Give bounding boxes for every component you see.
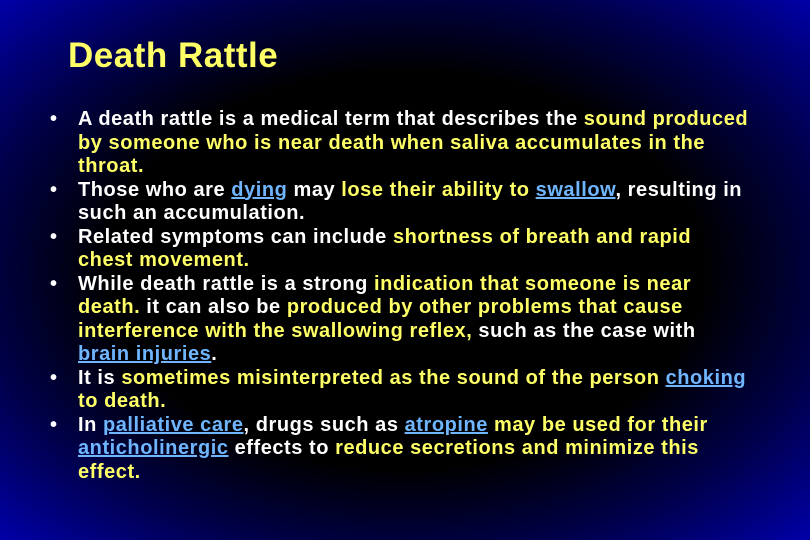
highlighted-text: sound produced by someone who is near death when saliva accumulates in the throat. <box>78 108 749 177</box>
bullet-dot-icon: • <box>50 108 58 130</box>
bullet-item <box>50 179 750 226</box>
highlighted-text: may be used for their <box>487 413 708 436</box>
hyperlink-text[interactable]: choking <box>665 366 747 389</box>
hyperlink-text[interactable]: anticholinergic <box>78 437 229 459</box>
highlighted-text: indication that someone is near death. <box>78 272 692 318</box>
bullet-item <box>50 414 750 485</box>
bullet-text: effects to <box>228 437 336 459</box>
bullet-text: . <box>211 343 218 365</box>
bullet-dot-icon: • <box>50 225 58 248</box>
highlighted-text: reduce secretions and minimize this effect. <box>78 437 699 483</box>
highlighted-text: sometimes misinterpreted as the sound of the person <box>121 366 666 389</box>
bullet-item <box>50 367 750 414</box>
bullet-text: may <box>287 178 342 201</box>
bullet-dot-icon: • <box>50 178 58 201</box>
bullet-text: Related symptoms can include <box>78 225 393 248</box>
bullet-dot-icon: • <box>50 413 58 436</box>
hyperlink-text[interactable]: atropine <box>404 413 488 436</box>
hyperlink-text[interactable]: swallow <box>535 178 616 201</box>
bullet-text: A death rattle is a medical term that describes the <box>78 108 584 130</box>
highlighted-text: shortness of breath and rapid chest movement. <box>78 225 692 271</box>
slide-title: Death Rattle <box>68 36 279 75</box>
bullet-list <box>50 108 750 484</box>
bullet-item <box>50 226 750 273</box>
hyperlink-text[interactable]: palliative care <box>102 413 244 436</box>
bullet-text: , resulting in such an accumulation. <box>78 178 743 224</box>
bullet-item <box>50 108 750 179</box>
bullet-text: While death rattle is a strong <box>78 272 374 295</box>
hyperlink-text[interactable]: dying <box>231 178 288 201</box>
bullet-text: , drugs such as <box>243 413 405 436</box>
highlighted-text: lose their ability to <box>341 178 536 201</box>
hyperlink-text[interactable]: brain injuries <box>78 343 212 365</box>
bullet-text: It is <box>78 366 122 389</box>
bullet-dot-icon: • <box>50 366 58 389</box>
bullet-dot-icon: • <box>50 272 58 295</box>
highlighted-text: to death. <box>78 390 167 412</box>
bullet-text: Those who are <box>78 178 232 201</box>
bullet-text: it can also be <box>140 296 287 318</box>
bullet-text: In <box>78 413 103 436</box>
highlighted-text: produced by other problems that cause interference with the swallowing reflex, <box>78 296 683 342</box>
bullet-text: such as the case with <box>472 319 696 342</box>
bullet-item <box>50 273 750 367</box>
